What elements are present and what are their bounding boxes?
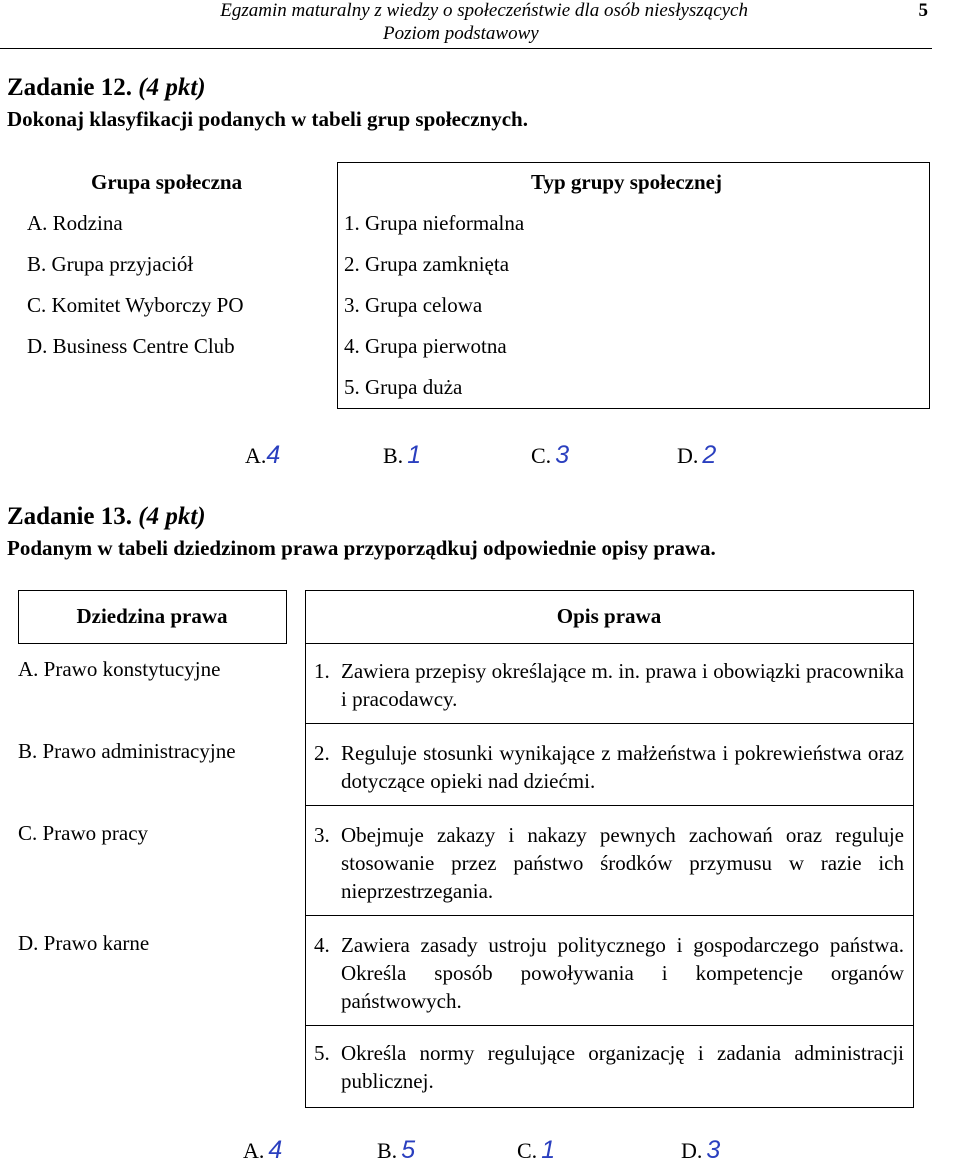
- task12-title: [7, 74, 206, 102]
- group-item-d: D. Business Centre Club: [27, 334, 235, 358]
- group-item-a: A. Rodzina: [27, 211, 123, 235]
- task13-number: Zadanie 13.: [7, 503, 133, 530]
- description-item-3: 3. Obejmuje zakazy i nakazy pewnych zachowań oraz reguluje stosowanie przez państwo środków przymusu w razie ich nieprzestrzegania.: [314, 823, 904, 903]
- answer-a: A.4: [245, 441, 281, 469]
- table-line: [305, 1025, 914, 1026]
- description-item-1: 1. Zawiera przepisy określające m. in. prawa i obowiązki pracownika i pracodawcy.: [314, 659, 904, 711]
- domain-item-b: B. Prawo administracyjne: [18, 739, 236, 763]
- page-header: [0, 0, 932, 49]
- answer-a: A. 4: [243, 1136, 283, 1164]
- task12-instruction: Dokonaj klasyfikacji podanych w tabeli grup społecznych.: [7, 107, 528, 131]
- answer-b: B. 1: [383, 441, 422, 469]
- type-item-4: 4. Grupa pierwotna: [344, 334, 507, 358]
- col-header-domain: Dziedzina prawa: [76, 604, 228, 628]
- description-item-5: 5. Określa normy regulujące organizację i zadania administracji publicznej.: [314, 1041, 904, 1093]
- answer-d: D. 2: [677, 441, 717, 469]
- exam-title: Egzamin maturalny z wiedzy o społeczeństwie dla osób niesłyszących: [220, 0, 748, 21]
- task13-answers: [0, 1136, 960, 1167]
- table-line: [286, 590, 287, 643]
- group-item-c: C. Komitet Wyborczy PO: [27, 293, 244, 317]
- page-number: 5: [918, 0, 928, 21]
- type-item-2: 2. Grupa zamknięta: [344, 252, 510, 276]
- answer-c: C. 1: [517, 1136, 556, 1164]
- group-item-b: B. Grupa przyjaciół: [27, 252, 194, 276]
- domain-item-d: D. Prawo karne: [18, 931, 150, 955]
- table-line: [18, 643, 287, 644]
- exam-level: Poziom podstawowy: [383, 23, 539, 44]
- description-item-4: 4. Zawiera zasady ustroju politycznego i gospodarczego państwa. Określa sposób powoływania i kompetencje organów państwowych.: [314, 933, 904, 1013]
- col-header-group: Grupa społeczna: [91, 170, 243, 194]
- answer-b: B. 5: [377, 1136, 416, 1164]
- table-line: [305, 1107, 914, 1108]
- task13-table: [18, 590, 914, 1108]
- task13-instruction: Podanym w tabeli dziedzinom prawa przyporządkuj odpowiednie opisy prawa.: [7, 536, 716, 560]
- task13-title: [7, 503, 206, 531]
- type-item-5: 5. Grupa duża: [344, 375, 463, 399]
- col-header-type: Typ grupy społecznej: [531, 170, 722, 194]
- table-line: [305, 590, 306, 1108]
- table-line: [305, 590, 913, 591]
- task13-points: (4 pkt): [138, 503, 206, 530]
- table-line: [305, 723, 914, 724]
- task12-number: Zadanie 12.: [7, 74, 133, 101]
- answer-c: C. 3: [531, 441, 570, 469]
- table-line: [18, 590, 286, 591]
- domain-item-c: C. Prawo pracy: [18, 821, 149, 845]
- type-item-3: 3. Grupa celowa: [344, 293, 483, 317]
- task12-table: [7, 162, 929, 409]
- domain-item-a: A. Prawo konstytucyjne: [18, 657, 221, 681]
- table-border: [337, 162, 930, 409]
- answer-d: D. 3: [681, 1136, 721, 1164]
- description-item-2: 2. Reguluje stosunki wynikające z małżeństwa i pokrewieństwa oraz dotyczące opieki nad dziećmi.: [314, 741, 904, 793]
- task12-points: (4 pkt): [138, 74, 206, 101]
- col-header-description: Opis prawa: [556, 604, 662, 628]
- table-line: [913, 590, 914, 1108]
- table-divider: [337, 162, 338, 409]
- type-item-1: 1. Grupa nieformalna: [344, 211, 525, 235]
- table-line: [305, 643, 914, 644]
- table-line: [305, 915, 914, 916]
- table-line: [305, 805, 914, 806]
- task12-answers: [0, 438, 960, 472]
